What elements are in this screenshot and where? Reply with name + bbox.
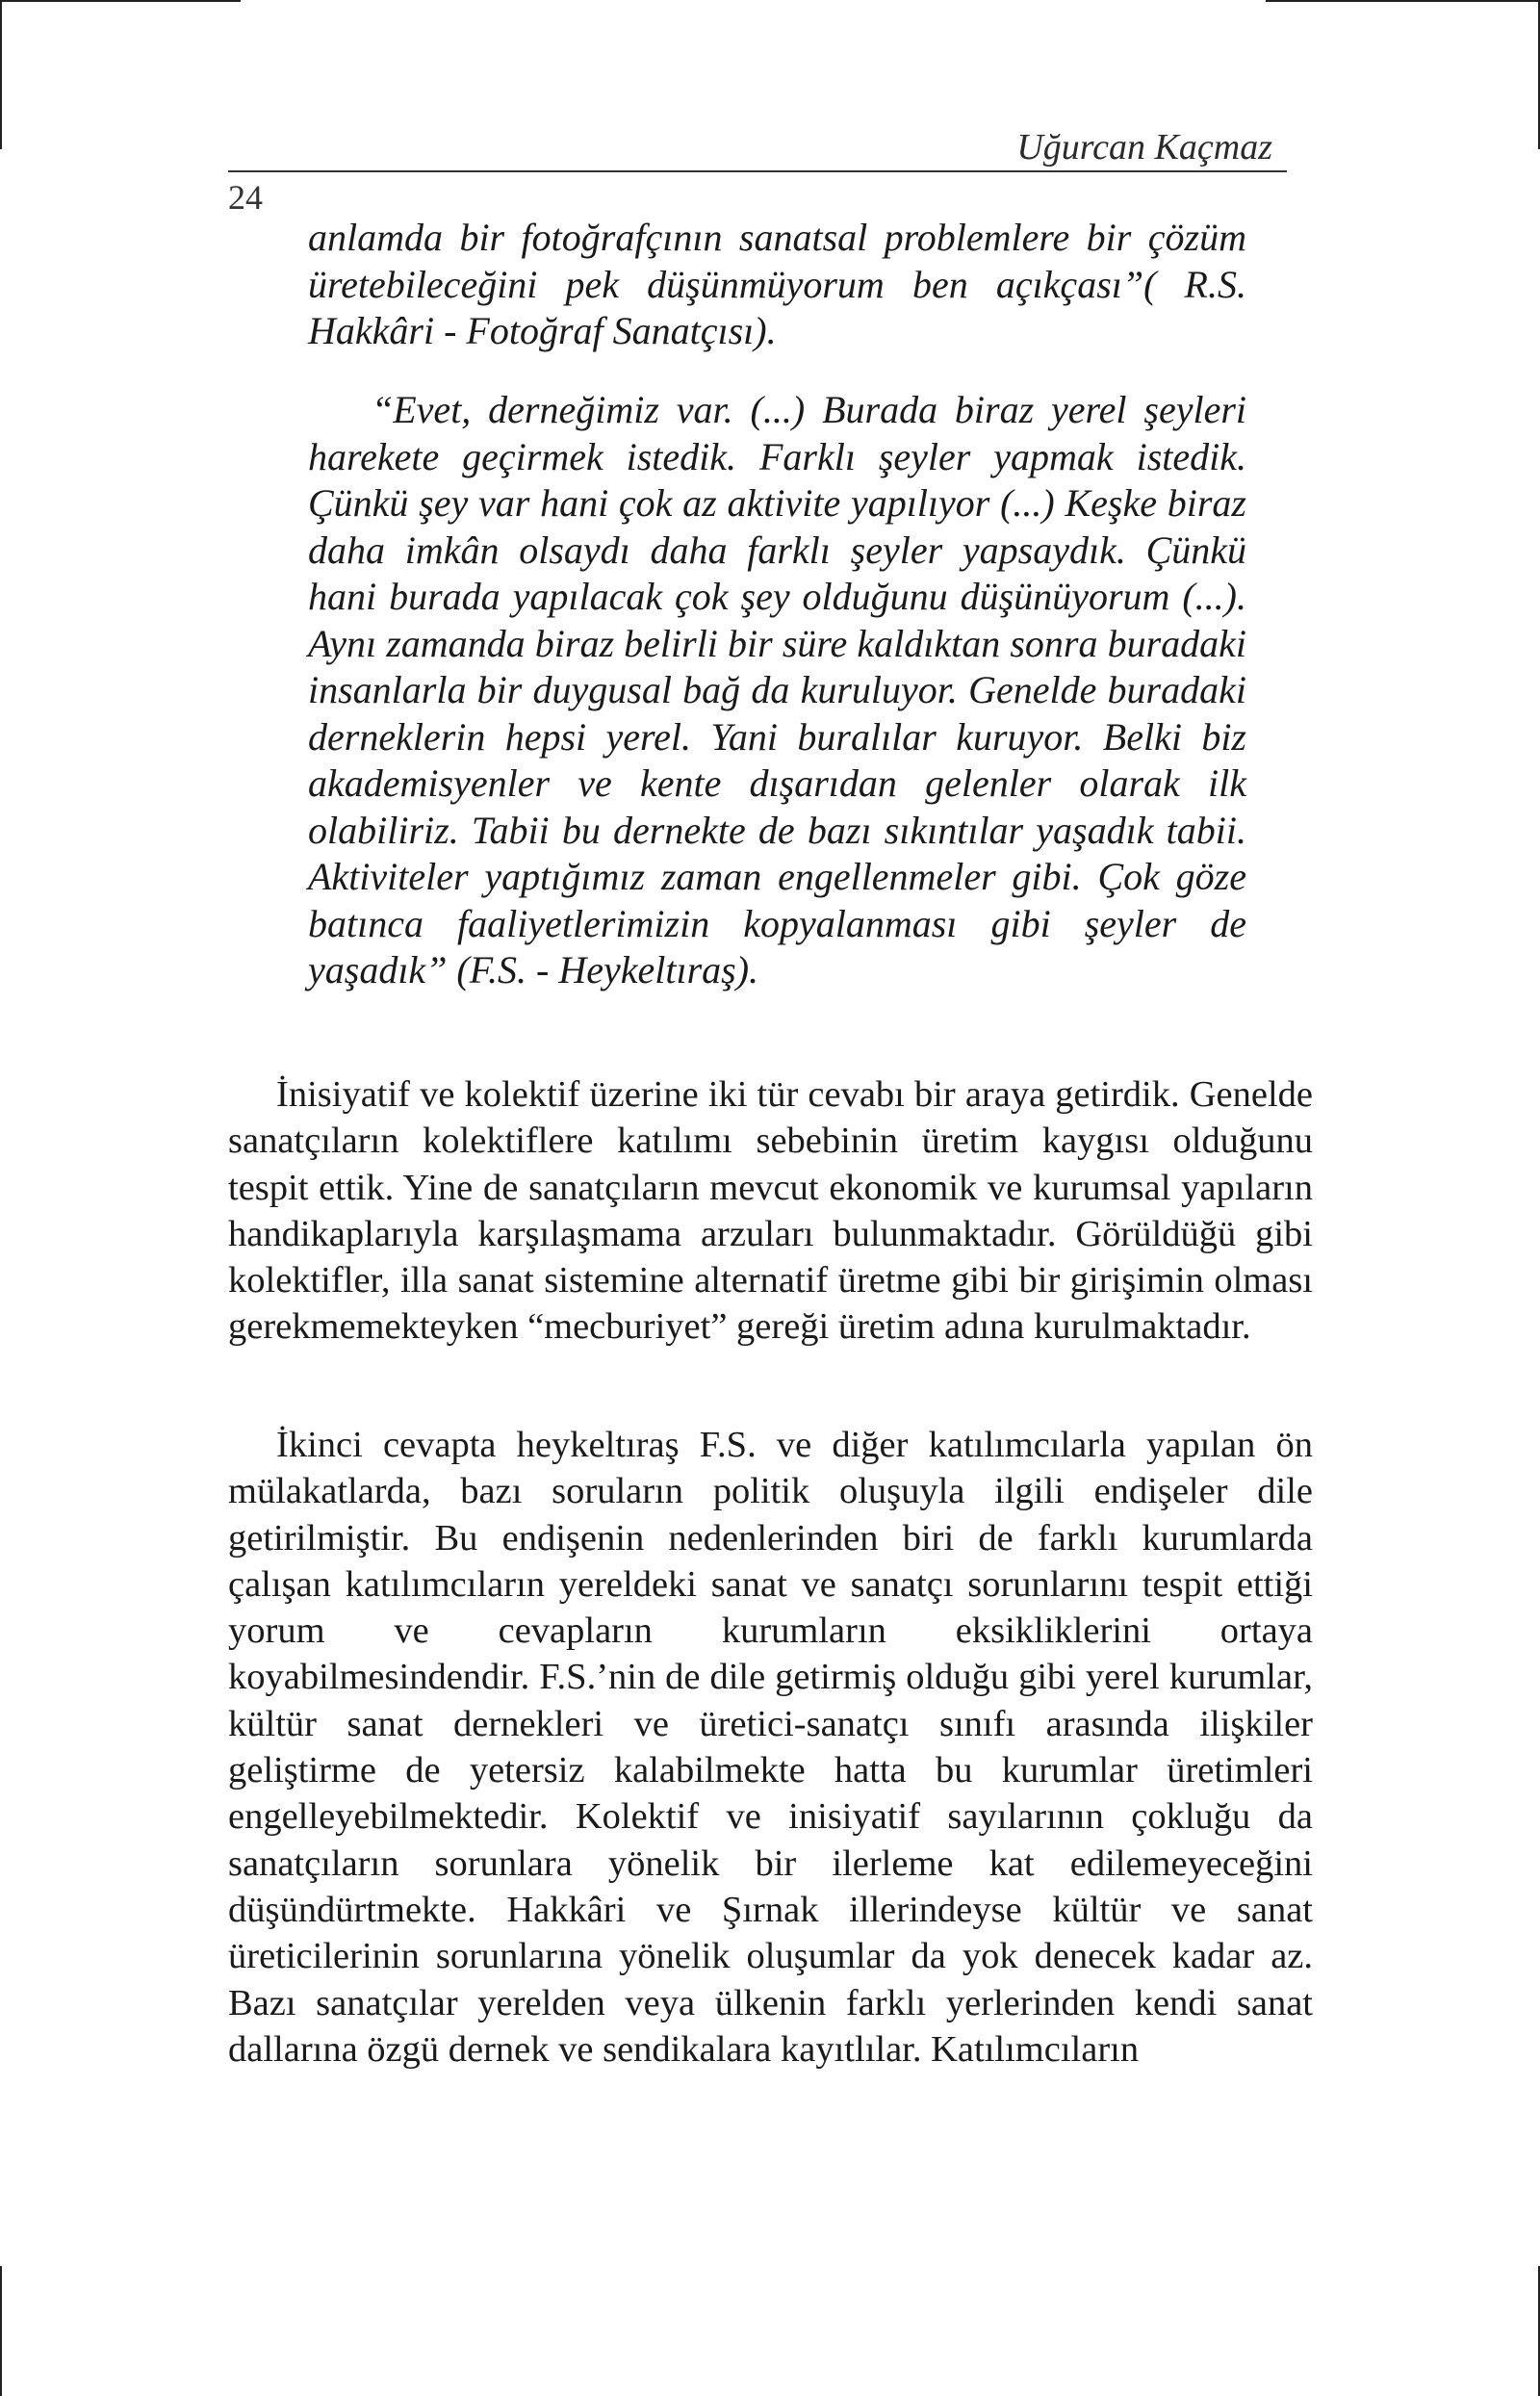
block-quote-continuation: anlamda bir fotoğrafçının sanatsal problemlere bir çözüm üretebileceğini pek düşünmüyorum ben açıkçası”( R.S. Hakkâri - Fotoğraf Sanatçısı). (308, 216, 1246, 352)
crop-mark-bottom-left-vertical (0, 2266, 2, 2396)
header-rule (228, 170, 1287, 172)
crop-mark-top-left-vertical (0, 0, 2, 149)
body-paragraph: İnisiyatif ve kolektif üzerine iki tür cevabı bir araya getirdik. Genelde sanatçıların kolektiflere katılımı sebebinin üretim kaygısı olduğunu tespit ettik. Yine de sanatçıların mevcut ekonomik ve kurumsal yapıların handikaplarıyla karşılaşmama arzuları bulunmaktadır. Görüldüğü gibi kolektifler, illa sanat sistemine alternatif üretme gibi bir girişimin olması gerekmemekteyken “mecburiyet” gereği üretim adına kurulmaktadır. (228, 1074, 1313, 1348)
block-quote-interview: “Evet, derneğimiz var. (...) Burada biraz yerel şeyleri harekete geçirmek istedik. Farklı şeyler yapmak istedik. Çünkü şey var hani çok az aktivite yapılıyor (...) Keşke biraz daha imkân olsaydı daha farklı şeyler yapsaydık. Çünkü hani burada yapılacak çok şey olduğunu düşünüyorum (...). Aynı zamanda biraz belirli bir süre kaldıktan sonra buradaki insanlarla bir duygusal bağ da kuruluyor. Genelde buradaki derneklerin hepsi yerel. Yani buralılar kuruyor. Belki biz akademisyenler ve kente dışarıdan gelenler olarak ilk olabiliriz. Tabii bu dernekte de bazı sıkıntılar yaşadık tabii. Aktiviteler yaptığımız zaman engellenmeler gibi. Çok göze batınca faaliyetlerimizin kopyalanması gibi şeyler de yaşadık” (F.S. - Heykeltıraş). (308, 388, 1246, 992)
crop-mark-top-left-horizontal (0, 0, 241, 2)
page-number: 24 (228, 178, 263, 217)
body-paragraph: İkinci cevapta heykeltıraş F.S. ve diğer katılımcılarla yapılan ön mülakatlarda, bazı soruların politik oluşuyla ilgili endişeler dile getirilmiştir. Bu endişenin nedenlerinden biri de farklı kurumlarda çalışan katılımcıların yereldeki sanat ve sanatçı sorunlarını tespit ettiği yorum ve cevapların kurumların eksikliklerini ortaya koyabilmesindendir. F.S.’nin de dile getirmiş olduğu gibi yerel kurumlar, kültür sanat dernekleri ve üretici-sanatçı sınıfı arasında ilişkiler geliştirme de yetersiz kalabilmekte hatta bu kurumlar üretimleri engelleyebilmektedir. Kolektif ve inisiyatif sayılarının çokluğu da sanatçıların sorunlara yönelik bir ilerleme kat edilemeyeceğini düşündürtmekte. Hakkâri ve Şırnak illerindeyse kültür ve sanat üreticilerinin sorunlarına yönelik oluşumlar da yok denecek kadar az. Bazı sanatçılar yerelden veya ülkenin farklı yerlerinden kendi sanat dallarına özgü dernek ve sendikalara kayıtlılar. Katılımcıların (228, 1425, 1313, 2070)
crop-mark-top-right-horizontal (1266, 0, 1540, 2)
running-header-author: Uğurcan Kaçmaz (1016, 127, 1272, 167)
